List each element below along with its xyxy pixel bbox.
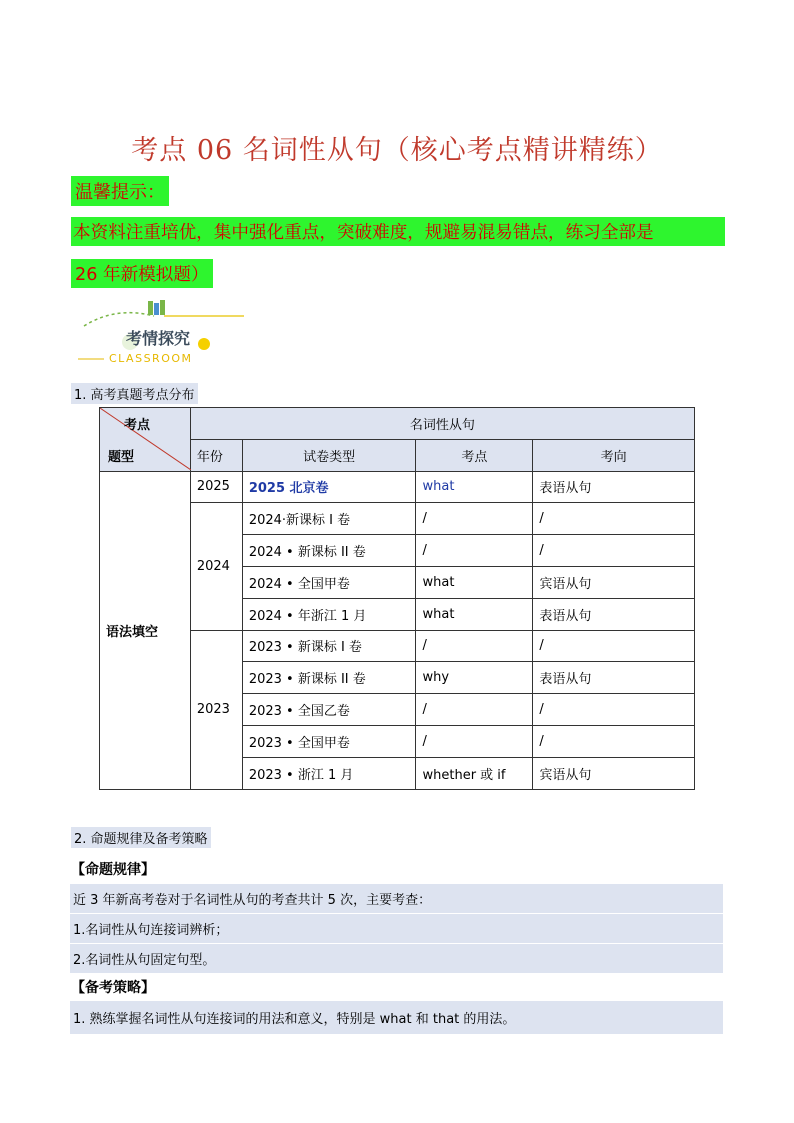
col-header-direction: 考向 xyxy=(533,439,695,471)
point-cell: what xyxy=(416,471,533,503)
corner-top-label: 考点 xyxy=(124,418,151,433)
tip-line-1: 本资料注重培优，集中强化重点，突破难度，规避易混易错点，练习全部是 xyxy=(71,217,725,246)
table-main-header: 名词性从句 xyxy=(190,408,694,440)
direction-cell: 宾语从句 xyxy=(533,566,695,598)
corner-cell xyxy=(100,408,191,472)
direction-cell: / xyxy=(533,535,695,567)
direction-cell: 表语从句 xyxy=(533,598,695,630)
year-cell: 2024 xyxy=(190,503,242,630)
rules-heading: 【命题规律】 xyxy=(71,862,155,878)
paper-cell: 2024 • 新课标 II 卷 xyxy=(242,535,416,567)
page-title: 考点 06 名词性从句（核心考点精讲精练） xyxy=(131,135,663,166)
table-row xyxy=(100,471,695,503)
year-cell: 2023 xyxy=(190,630,242,789)
paper-cell: 2023 • 全国甲卷 xyxy=(242,725,416,757)
rule-line: 近 3 年新高考卷对于名词性从句的考查共计 5 次，主要考查： xyxy=(70,884,723,914)
direction-cell: / xyxy=(533,694,695,726)
point-cell: what xyxy=(416,566,533,598)
rule-line: 2.名词性从句固定句型。 xyxy=(70,944,723,974)
logo-title: 考情探究 xyxy=(126,329,191,348)
direction-cell: / xyxy=(533,630,695,662)
classroom-logo xyxy=(76,296,251,370)
col-header-year: 年份 xyxy=(190,439,242,471)
rule-line: 1.名词性从句连接词辨析； xyxy=(70,914,723,944)
point-cell: whether 或 if xyxy=(416,757,533,789)
direction-cell: 宾语从句 xyxy=(533,757,695,789)
direction-cell: 表语从句 xyxy=(533,662,695,694)
direction-cell: / xyxy=(533,503,695,535)
col-header-paper: 试卷类型 xyxy=(242,439,416,471)
exam-distribution-table xyxy=(99,407,695,790)
paper-cell: 2024·新课标 I 卷 xyxy=(242,503,416,535)
paper-cell: 2023 • 新课标 I 卷 xyxy=(242,630,416,662)
point-cell: / xyxy=(416,503,533,535)
year-cell: 2025 xyxy=(190,471,242,503)
strategy-line: 1. 熟练掌握名词性从句连接词的用法和意义，特别是 what 和 that 的用法。 xyxy=(70,1001,723,1035)
paper-cell: 2023 • 新课标 II 卷 xyxy=(242,662,416,694)
paper-cell: 2023 • 全国乙卷 xyxy=(242,694,416,726)
section-heading-1: 1. 高考真题考点分布 xyxy=(71,383,198,404)
paper-cell: 2025 北京卷 xyxy=(242,471,416,503)
paper-cell: 2024 • 年浙江 1 月 xyxy=(242,598,416,630)
col-header-point: 考点 xyxy=(416,439,533,471)
logo-subtitle: CLASSROOM xyxy=(109,352,193,365)
tip-line-2: 26 年新模拟题） xyxy=(71,259,213,288)
point-cell: what xyxy=(416,598,533,630)
strategy-box xyxy=(70,1001,723,1035)
point-cell: / xyxy=(416,694,533,726)
point-cell: / xyxy=(416,725,533,757)
strategy-heading: 【备考策略】 xyxy=(71,980,155,996)
rules-box xyxy=(70,884,723,974)
direction-cell: 表语从句 xyxy=(533,471,695,503)
corner-bottom-label: 题型 xyxy=(108,450,135,465)
tip-heading: 温馨提示： xyxy=(71,176,169,206)
paper-cell: 2023 • 浙江 1 月 xyxy=(242,757,416,789)
point-cell: why xyxy=(416,662,533,694)
category-cell: 语法填空 xyxy=(100,471,191,789)
direction-cell: / xyxy=(533,725,695,757)
section-heading-2: 2. 命题规律及备考策略 xyxy=(71,827,211,848)
paper-cell: 2024 • 全国甲卷 xyxy=(242,566,416,598)
point-cell: / xyxy=(416,535,533,567)
point-cell: / xyxy=(416,630,533,662)
